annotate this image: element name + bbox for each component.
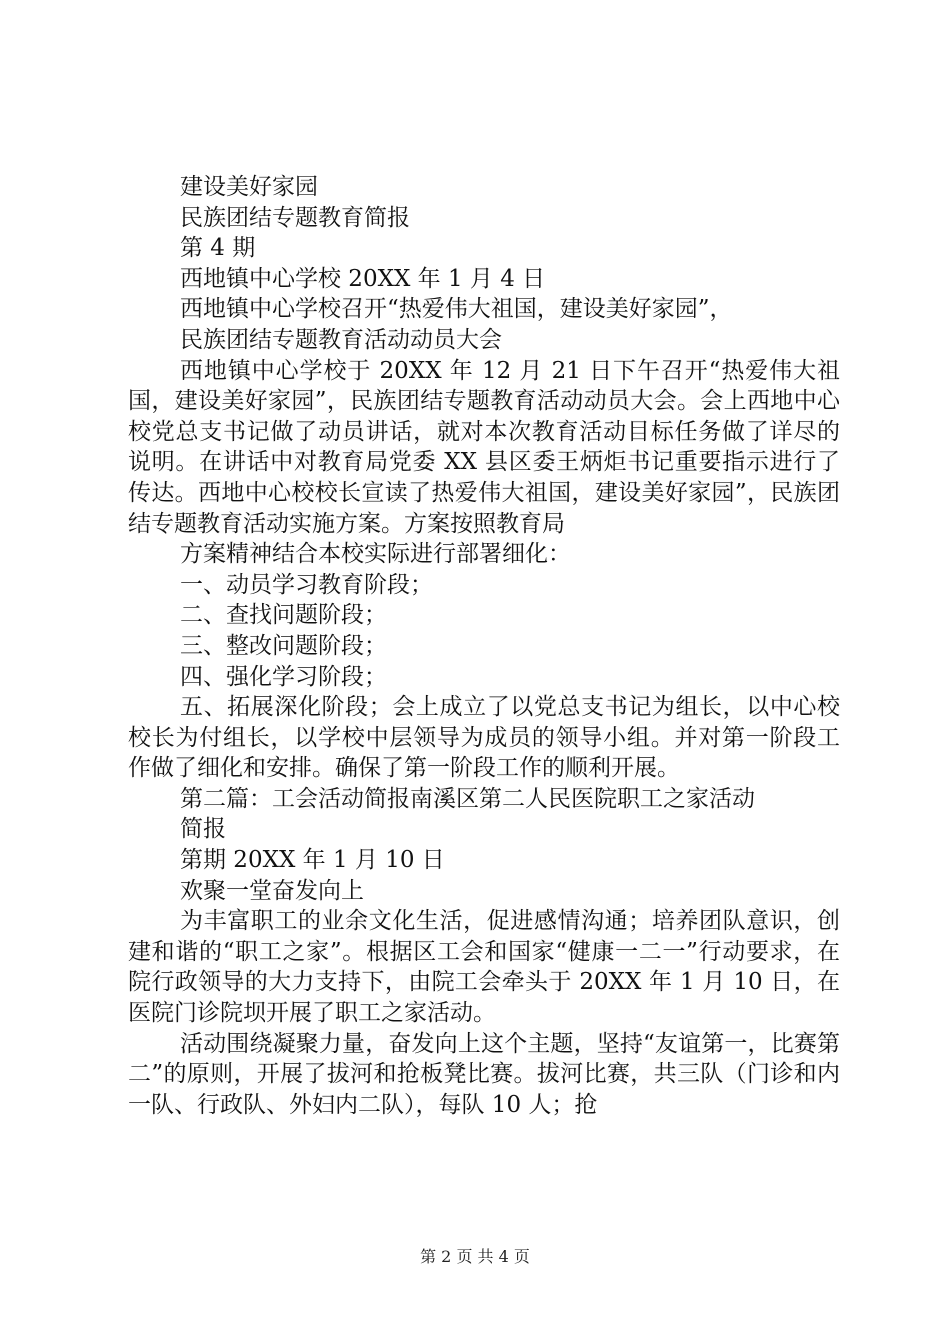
paragraph: 西地镇中心学校召开“热爱伟大祖国，建设美好家园”，	[180, 296, 733, 323]
paragraph: 一、动员学习教育阶段；	[180, 571, 433, 598]
paragraph: 欢聚一堂奋发向上	[180, 877, 364, 904]
paragraph: 简报	[180, 816, 226, 843]
paragraph: 方案精神结合本校实际进行部署细化：	[180, 541, 571, 568]
paragraph: 西地镇中心学校于 20XX 年 12 月 21 日下午召开“热爱伟大祖国，建设美好家园”，民族团结专题教育活动动员大会。会上西地中心校党总支书记做了动员讲话，就对本次教育活动目标任务做了详尽的说明。在讲话中对教育局党委 XX 县区委王炳炬书记重要指示进行了传达。西地中心校校长宣读了热爱伟大祖国，建设美好家园”，民族团结专题教育活动实施方案。方案按照教育局	[128, 357, 840, 537]
paragraph: 二、查找问题阶段；	[180, 602, 387, 629]
page-number-footer: 第 2 页 共 4 页	[420, 1247, 530, 1266]
paragraph: 第 4 期	[180, 235, 256, 262]
paragraph: 四、强化学习阶段；	[180, 663, 387, 690]
paragraph: 五、拓展深化阶段；会上成立了以党总支书记为组长，以中心校校长为付组长，以学校中层领导为成员的领导小组。并对第一阶段工作做了细化和安排。确保了第一阶段工作的顺利开展。	[128, 694, 840, 782]
paragraph: 第期 20XX 年 1 月 10 日	[180, 847, 445, 874]
paragraph: 第二篇：工会活动简报南溪区第二人民医院职工之家活动	[180, 785, 755, 812]
paragraph: 建设美好家园	[180, 174, 318, 200]
paragraph: 为丰富职工的业余文化生活，促进感情沟通；培养团队意识，创建和谐的“职工之家”。根据区工会和国家“健康一二一”行动要求，在院行政领导的大力支持下，由院工会牵头于 20XX 年 1 月 10 日，在医院门诊院坝开展了职工之家活动。	[128, 908, 840, 1027]
paragraph: 民族团结专题教育活动动员大会	[180, 326, 502, 353]
paragraph: 活动围绕凝聚力量，奋发向上这个主题，坚持“友谊第一，比赛第二”的原则，开展了拔河和抢板凳比赛。拔河比赛，共三队（门诊和内一队、行政队、外妇内二队），每队 10 人；抢	[128, 1030, 840, 1118]
paragraph: 西地镇中心学校 20XX 年 1 月 4 日	[180, 265, 546, 292]
paragraph: 三、整改问题阶段；	[180, 632, 387, 659]
paragraph: 民族团结专题教育简报	[180, 204, 410, 231]
document-body	[128, 172, 840, 1120]
